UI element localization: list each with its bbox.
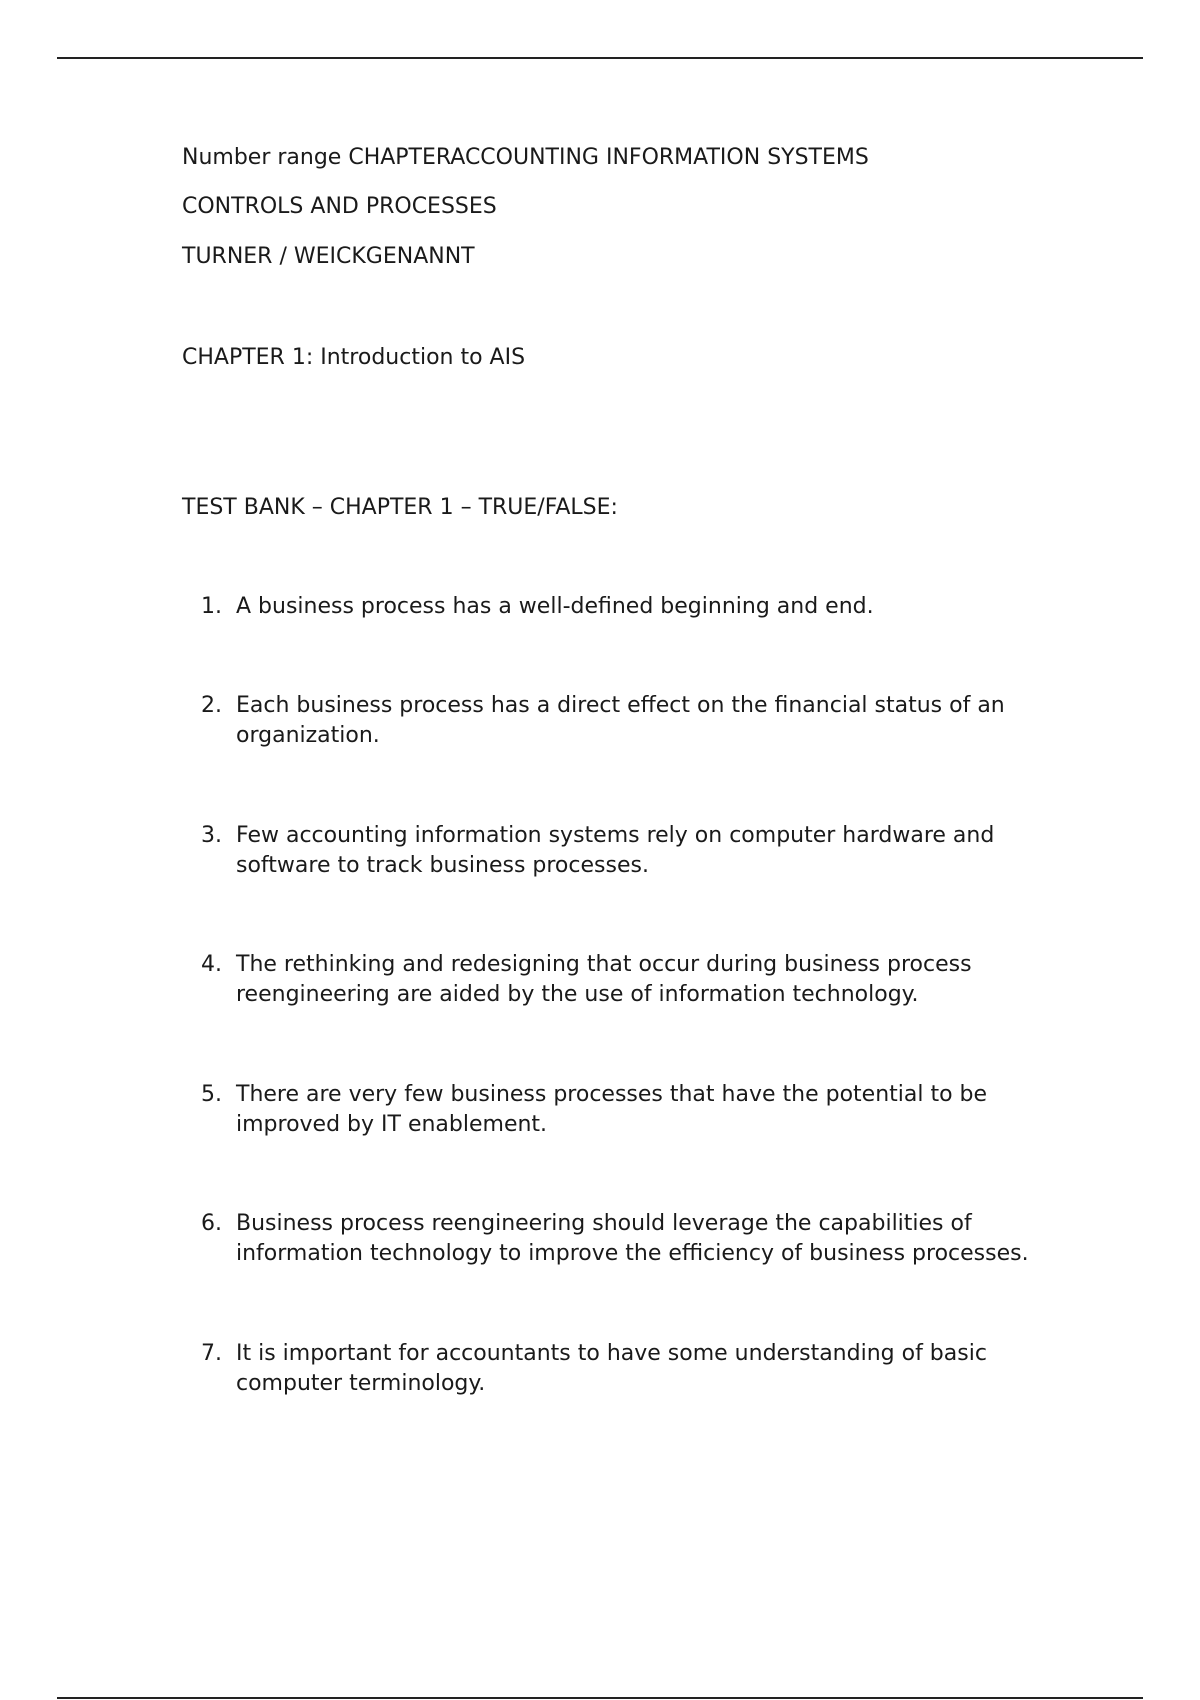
chapter-title: CHAPTER 1: Introduction to AIS xyxy=(182,345,526,370)
question-item xyxy=(182,1209,1062,1269)
question-number: 7. xyxy=(201,1341,222,1366)
question-item xyxy=(182,1080,1062,1140)
header-subtitle-line: CONTROLS AND PROCESSES xyxy=(182,194,497,219)
header-title-line: Number range CHAPTERACCOUNTING INFORMATION SYSTEMS xyxy=(182,145,869,170)
question-text: Business process reengineering should leverage the capabilities of information technology to improve the efficiency of business processes. xyxy=(236,1211,1029,1266)
question-number: 3. xyxy=(201,823,222,848)
question-item xyxy=(182,592,1062,622)
question-item xyxy=(182,950,1062,1010)
question-number: 2. xyxy=(201,693,222,718)
question-number: 5. xyxy=(201,1082,222,1107)
question-number: 6. xyxy=(201,1211,222,1236)
question-number: 4. xyxy=(201,952,222,977)
question-number: 1. xyxy=(201,594,222,619)
question-text: The rethinking and redesigning that occur during business process reengineering are aided by the use of information technology. xyxy=(236,952,972,1007)
question-item xyxy=(182,821,1062,881)
question-text: There are very few business processes that have the potential to be improved by IT enablement. xyxy=(236,1082,988,1137)
question-text: Few accounting information systems rely on computer hardware and software to track business processes. xyxy=(236,823,995,878)
question-item xyxy=(182,691,1062,751)
question-text: Each business process has a direct effect on the financial status of an organization. xyxy=(236,693,1005,748)
question-item xyxy=(182,1339,1062,1399)
bottom-divider xyxy=(57,1697,1143,1699)
question-text: It is important for accountants to have some understanding of basic computer terminology. xyxy=(236,1341,987,1396)
question-text: A business process has a well-defined beginning and end. xyxy=(236,594,874,619)
header-authors-line: TURNER / WEICKGENANNT xyxy=(182,244,475,269)
section-title: TEST BANK – CHAPTER 1 – TRUE/FALSE: xyxy=(182,495,618,520)
top-divider xyxy=(57,57,1143,59)
